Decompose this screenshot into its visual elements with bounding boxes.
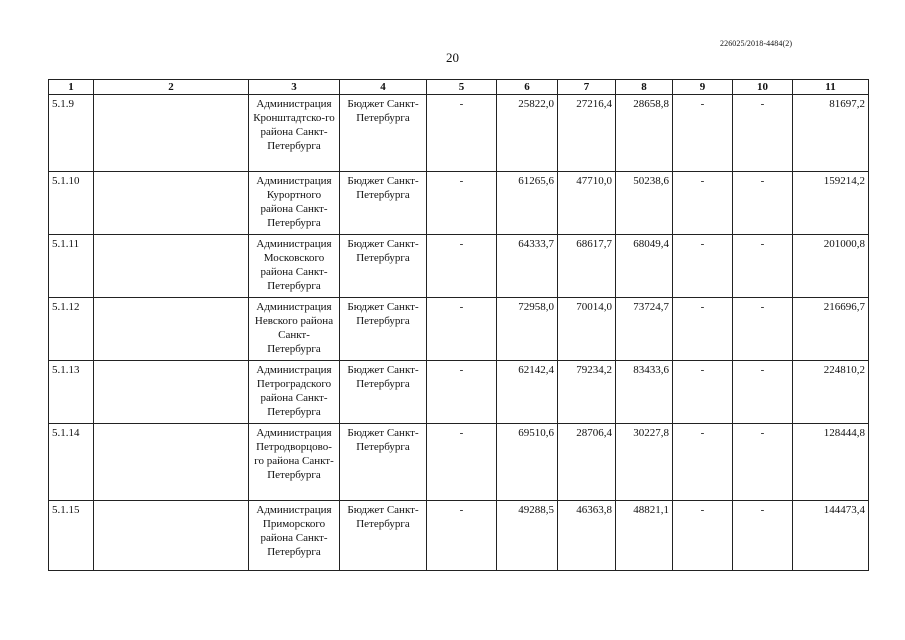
column-header: 3: [249, 80, 340, 95]
total-cell: 159214,2: [793, 172, 869, 235]
table-row: [49, 95, 869, 172]
funding-source-cell: Бюджет Санкт-Петербурга: [340, 235, 427, 298]
total-cell: 201000,8: [793, 235, 869, 298]
value-cell: -: [733, 95, 793, 172]
total-cell: 144473,4: [793, 501, 869, 571]
value-cell: -: [427, 361, 497, 424]
table-row: [49, 172, 869, 235]
column-header: 1: [49, 80, 94, 95]
value-cell: -: [673, 95, 733, 172]
value-cell: -: [733, 172, 793, 235]
value-cell: 48821,1: [616, 501, 673, 571]
value-cell: 61265,6: [497, 172, 558, 235]
item-number: 5.1.12: [49, 298, 94, 361]
table-row: [49, 235, 869, 298]
value-cell: -: [673, 235, 733, 298]
value-cell: -: [427, 95, 497, 172]
value-cell: -: [427, 501, 497, 571]
value-cell: 28706,4: [558, 424, 616, 501]
value-cell: 47710,0: [558, 172, 616, 235]
funding-source-cell: Бюджет Санкт-Петербурга: [340, 95, 427, 172]
value-cell: 46363,8: [558, 501, 616, 571]
organization-cell: Администрация Приморского района Санкт-Петербурга: [249, 501, 340, 571]
value-cell: 30227,8: [616, 424, 673, 501]
value-cell: -: [673, 424, 733, 501]
value-cell: 49288,5: [497, 501, 558, 571]
value-cell: 28658,8: [616, 95, 673, 172]
value-cell: 72958,0: [497, 298, 558, 361]
total-cell: 81697,2: [793, 95, 869, 172]
document-id: 226025/2018-4484(2): [720, 39, 793, 48]
empty-cell: [94, 172, 249, 235]
funding-source-cell: Бюджет Санкт-Петербурга: [340, 361, 427, 424]
value-cell: 79234,2: [558, 361, 616, 424]
value-cell: -: [733, 298, 793, 361]
item-number: 5.1.11: [49, 235, 94, 298]
empty-cell: [94, 501, 249, 571]
value-cell: -: [427, 424, 497, 501]
empty-cell: [94, 361, 249, 424]
organization-cell: Администрация Невского района Санкт-Петербурга: [249, 298, 340, 361]
table-row: [49, 361, 869, 424]
value-cell: -: [673, 172, 733, 235]
column-header: 7: [558, 80, 616, 95]
value-cell: -: [427, 235, 497, 298]
empty-cell: [94, 95, 249, 172]
organization-cell: Администрация Кронштадтско-го района Санкт-Петербурга: [249, 95, 340, 172]
organization-cell: Администрация Петроградского района Санкт-Петербурга: [249, 361, 340, 424]
value-cell: 25822,0: [497, 95, 558, 172]
column-header: 6: [497, 80, 558, 95]
total-cell: 216696,7: [793, 298, 869, 361]
empty-cell: [94, 235, 249, 298]
funding-source-cell: Бюджет Санкт-Петербурга: [340, 298, 427, 361]
column-header: 4: [340, 80, 427, 95]
value-cell: -: [733, 501, 793, 571]
empty-cell: [94, 424, 249, 501]
column-header: 11: [793, 80, 869, 95]
value-cell: 62142,4: [497, 361, 558, 424]
item-number: 5.1.14: [49, 424, 94, 501]
empty-cell: [94, 298, 249, 361]
column-header: 9: [673, 80, 733, 95]
item-number: 5.1.10: [49, 172, 94, 235]
value-cell: 68049,4: [616, 235, 673, 298]
item-number: 5.1.9: [49, 95, 94, 172]
column-header: 2: [94, 80, 249, 95]
table-row: [49, 298, 869, 361]
funding-source-cell: Бюджет Санкт-Петербурга: [340, 424, 427, 501]
organization-cell: Администрация Московского района Санкт-Петербурга: [249, 235, 340, 298]
value-cell: 64333,7: [497, 235, 558, 298]
organization-cell: Администрация Курортного района Санкт-Петербурга: [249, 172, 340, 235]
value-cell: 73724,7: [616, 298, 673, 361]
table-row: [49, 424, 869, 501]
budget-table: [48, 79, 869, 571]
value-cell: -: [733, 235, 793, 298]
item-number: 5.1.15: [49, 501, 94, 571]
value-cell: 69510,6: [497, 424, 558, 501]
value-cell: 70014,0: [558, 298, 616, 361]
total-cell: 128444,8: [793, 424, 869, 501]
value-cell: -: [733, 361, 793, 424]
value-cell: -: [673, 361, 733, 424]
value-cell: -: [673, 298, 733, 361]
value-cell: 50238,6: [616, 172, 673, 235]
column-header: 5: [427, 80, 497, 95]
header-row: [49, 80, 869, 95]
column-header: 10: [733, 80, 793, 95]
value-cell: 68617,7: [558, 235, 616, 298]
value-cell: -: [427, 172, 497, 235]
funding-source-cell: Бюджет Санкт-Петербурга: [340, 172, 427, 235]
table-row: [49, 501, 869, 571]
organization-cell: Администрация Петродворцово-го района Санкт-Петербурга: [249, 424, 340, 501]
total-cell: 224810,2: [793, 361, 869, 424]
funding-source-cell: Бюджет Санкт-Петербурга: [340, 501, 427, 571]
item-number: 5.1.13: [49, 361, 94, 424]
column-header: 8: [616, 80, 673, 95]
value-cell: 27216,4: [558, 95, 616, 172]
page-number: 20: [446, 50, 459, 65]
value-cell: -: [733, 424, 793, 501]
value-cell: -: [427, 298, 497, 361]
value-cell: -: [673, 501, 733, 571]
value-cell: 83433,6: [616, 361, 673, 424]
